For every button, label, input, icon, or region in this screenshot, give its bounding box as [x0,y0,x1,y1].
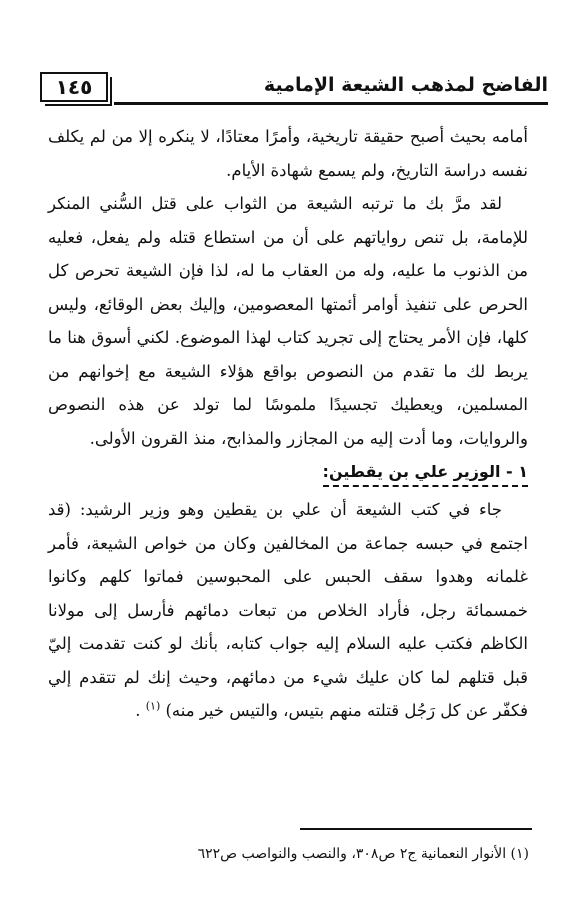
book-title: الفاضح لمذهب الشيعة الإمامية [263,74,548,96]
paragraph-1: أمامه بحيث أصبح حقيقة تاريخية، وأمرًا معتادًا، لا ينكره إلا من لم يكلف نفسه دراسة التاريخ، ولم يسمع شهادة الأيام. [48,127,528,180]
page-number: ١٤٥ [40,72,108,102]
section-heading-wrap [48,455,528,493]
section-paragraph [48,493,528,728]
section-trailing: . [135,701,141,720]
paragraph-2: لقد مرَّ بك ما ترتبه الشيعة من الثواب على قتل السُّني المنكر للإمامة، بل تنص رواياتهم على أن من استطاع قتله ولم يفعل، فعليه من الذنوب ما عليه، وله من العقاب ما له، لذا فإن الشيعة تحرص كل الحرص على تنفيذ أوامر أئمتها المعصومين، وإليك بعض الوقائع، وليس كلها، فإن الأمر يحتاج إلى تجريد كتاب لهذا الموضوع. لكني أسوق هنا ما يربط لك ما تقدم من النصوص بواقع هؤلاء الشيعة مع إخوانهم من المسلمين، ويعطيك تجسيدًا ملموسًا لما تولد عن هذه النصوص والروايات، وما أدت إليه من المجازر والمذابح، منذ القرون الأولى. [48,194,528,448]
body-text [48,120,528,728]
header-rule [114,102,548,105]
footnote: (١) الأنوار النعمانية ج٢ ص٣٠٨، والنصب والنواصب ص٦٢٢ [197,846,529,862]
footnote-rule [300,828,532,830]
footnote-reference: (١) [145,699,161,713]
page-header [40,72,548,106]
section-heading: ١ - الوزير علي بن يقطين: [323,459,528,487]
section-text: جاء في كتب الشيعة أن علي بن يقطين وهو وزير الرشيد: (قد اجتمع في حبسه جماعة من المخالفين وكان من خواص الشيعة، فأمر غلمانه وهدوا سقف الحبس على المحبوسين فماتوا كلهم وكانوا خمسمائة رجل، فأراد الخلاص من تبعات دمائهم فأرسل إلى مولانا الكاظم فكتب عليه السلام إليه جواب كتابه، بأنك لو كنت تقدمت إليّ قبل قتلهم لما كان عليك شيء من دمائهم، وحيث إنك لم تتقدم إلي فكفّر عن كل رَجُل قتلته منهم بتيس، والتيس خير منه) [48,500,528,720]
